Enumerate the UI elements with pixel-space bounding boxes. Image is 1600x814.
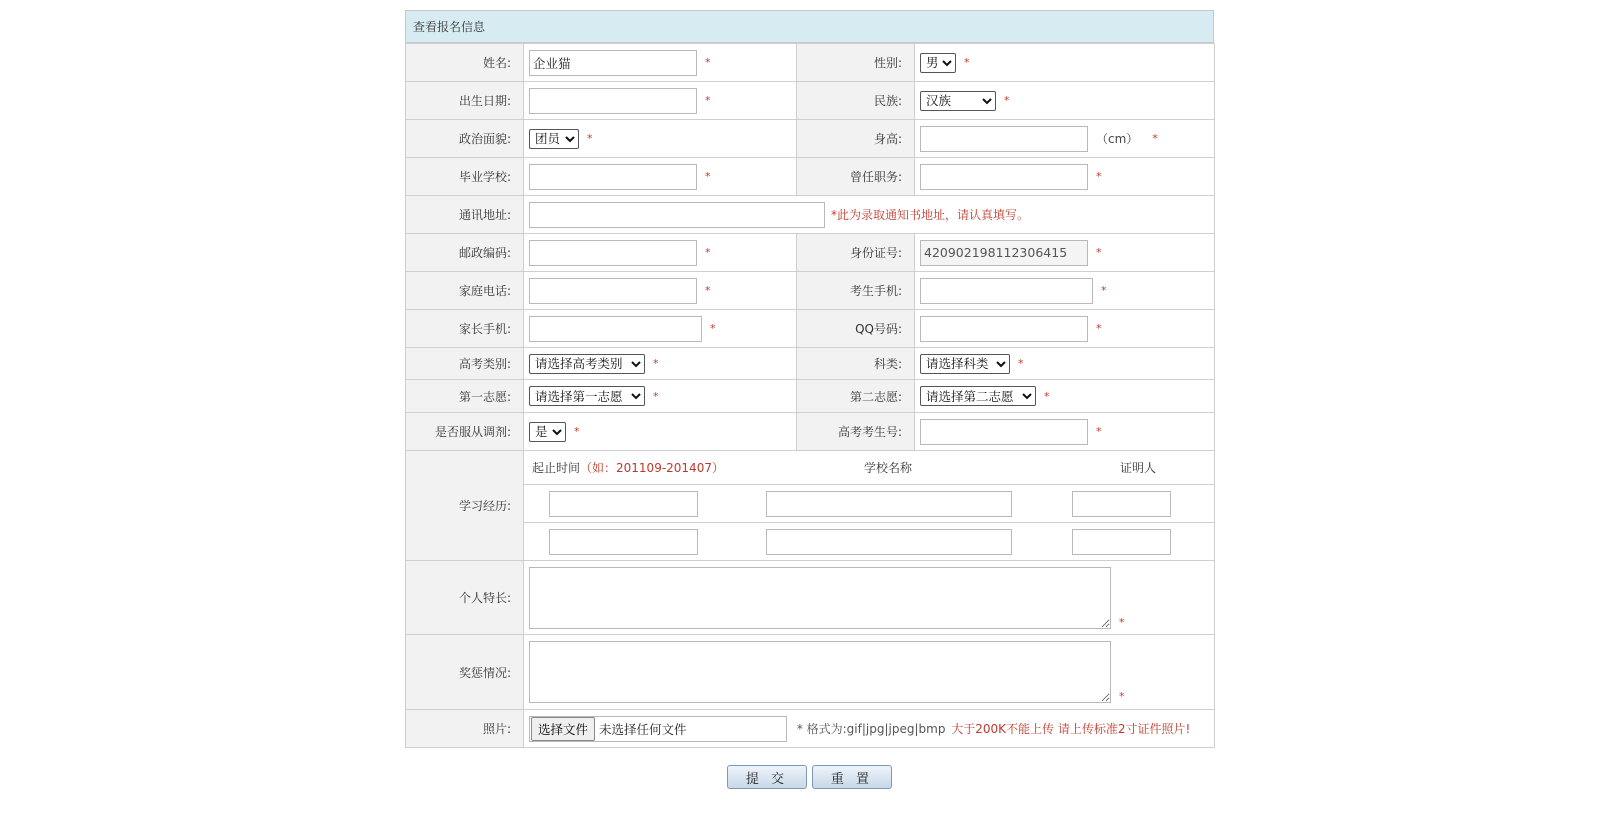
political-status-select[interactable] <box>529 129 579 149</box>
exam-category-select[interactable] <box>529 354 645 374</box>
required-mark: * <box>705 94 711 107</box>
required-mark: * <box>1044 389 1050 403</box>
form-table <box>405 43 1215 748</box>
required-mark: * <box>653 357 659 370</box>
height-label: 身高: <box>797 120 915 158</box>
home-phone-label: 家庭电话: <box>406 272 524 310</box>
required-mark: * <box>705 284 711 297</box>
height-unit: （cm） <box>1096 132 1139 146</box>
no-file-text: 未选择任何文件 <box>599 721 687 737</box>
required-mark: * <box>587 132 593 145</box>
period-hint: （如：201109-201407） <box>580 461 724 475</box>
required-mark: * <box>1018 357 1024 370</box>
form-row <box>406 348 1215 380</box>
reset-button[interactable]: 重 置 <box>812 765 892 789</box>
birth-date-input[interactable] <box>529 88 697 114</box>
study-table <box>524 451 1215 561</box>
study-label: 学习经历: <box>406 451 524 561</box>
study-period-input[interactable] <box>549 491 698 517</box>
adjust-select[interactable] <box>529 422 566 442</box>
address-label: 通讯地址: <box>406 196 524 234</box>
required-mark: * <box>574 425 580 438</box>
study-witness-input[interactable] <box>1072 529 1171 555</box>
student-mobile-input[interactable] <box>920 278 1093 304</box>
subject-type-label: 科类: <box>797 348 915 380</box>
required-mark: * <box>1096 322 1102 335</box>
second-choice-label: 第二志愿: <box>797 380 915 413</box>
name-label: 姓名: <box>406 44 524 82</box>
political-status-label: 政治面貌: <box>406 120 524 158</box>
photo-size-note: 大于200K不能上传 请上传标准2寸证件照片! <box>951 722 1191 736</box>
position-label: 曾任职务: <box>797 158 915 196</box>
qq-label: QQ号码: <box>797 310 915 348</box>
photo-file-input[interactable] <box>529 716 787 742</box>
qq-input[interactable] <box>920 316 1088 342</box>
photo-format-note: * 格式为:gif|jpg|jpeg|bmp <box>796 722 946 736</box>
address-input[interactable] <box>529 202 825 228</box>
form-row <box>406 380 1215 413</box>
first-choice-select[interactable] <box>529 386 645 406</box>
name-input[interactable] <box>529 50 697 76</box>
required-mark: * <box>1119 690 1125 703</box>
specialty-label: 个人特长: <box>406 561 524 635</box>
gender-select[interactable] <box>920 53 956 73</box>
parent-mobile-label: 家长手机: <box>406 310 524 348</box>
required-mark: * <box>1096 425 1102 438</box>
form-actions <box>727 765 892 789</box>
postcode-label: 邮政编码: <box>406 234 524 272</box>
adjust-label: 是否服从调剂: <box>406 413 524 451</box>
exam-number-label: 高考考生号: <box>797 413 915 451</box>
form-row <box>406 451 1215 561</box>
form-row <box>406 158 1215 196</box>
school-column-header: 学校名称 <box>863 461 912 475</box>
study-school-input[interactable] <box>766 491 1012 517</box>
required-mark: * <box>1101 284 1107 297</box>
exam-category-label: 高考类别: <box>406 348 524 380</box>
study-row <box>524 523 1214 560</box>
study-header <box>524 451 1214 485</box>
required-mark: * <box>1096 170 1102 183</box>
address-note: *此为录取通知书地址，请认真填写。 <box>831 208 1030 222</box>
school-input[interactable] <box>529 164 697 190</box>
form-row <box>406 82 1215 120</box>
id-number-label: 身份证号: <box>797 234 915 272</box>
period-column-header: 起止时间 <box>532 461 581 475</box>
exam-number-input[interactable] <box>920 419 1088 445</box>
required-mark: * <box>705 56 711 69</box>
form-row <box>406 635 1215 710</box>
gender-label: 性别: <box>797 44 915 82</box>
study-school-input[interactable] <box>766 529 1012 555</box>
required-mark: * <box>653 389 659 403</box>
ethnicity-label: 民族: <box>797 82 915 120</box>
form-row <box>406 561 1215 635</box>
height-input[interactable] <box>920 126 1088 152</box>
position-input[interactable] <box>920 164 1088 190</box>
student-mobile-label: 考生手机: <box>797 272 915 310</box>
school-label: 毕业学校: <box>406 158 524 196</box>
subject-type-select[interactable] <box>920 354 1010 374</box>
study-period-input[interactable] <box>549 529 698 555</box>
id-number-input[interactable] <box>920 240 1088 266</box>
required-mark: * <box>710 322 716 335</box>
form-row <box>406 120 1215 158</box>
required-mark: * <box>964 56 970 69</box>
postcode-input[interactable] <box>529 240 697 266</box>
form-row <box>406 710 1215 748</box>
form-title: 查看报名信息 <box>405 10 1214 43</box>
form-row <box>406 272 1215 310</box>
specialty-textarea[interactable] <box>529 567 1111 629</box>
submit-button[interactable]: 提 交 <box>727 765 807 789</box>
form-row <box>406 413 1215 451</box>
required-mark: * <box>705 170 711 183</box>
registration-form <box>405 10 1214 748</box>
parent-mobile-input[interactable] <box>529 316 702 342</box>
ethnicity-select[interactable] <box>920 91 996 111</box>
choose-file-button[interactable]: 选择文件 <box>531 717 595 741</box>
study-witness-input[interactable] <box>1072 491 1171 517</box>
required-mark: * <box>1004 94 1010 107</box>
birth-date-label: 出生日期: <box>406 82 524 120</box>
photo-label: 照片: <box>406 710 524 748</box>
study-row <box>524 485 1214 523</box>
form-row <box>406 234 1215 272</box>
form-row <box>406 196 1215 234</box>
required-mark: * <box>705 246 711 259</box>
awards-textarea[interactable] <box>529 641 1111 703</box>
first-choice-label: 第一志愿: <box>406 380 524 413</box>
required-mark: * <box>1152 132 1158 145</box>
required-mark: * <box>1119 615 1125 629</box>
required-mark: * <box>1096 246 1102 259</box>
form-row <box>406 44 1215 82</box>
awards-label: 奖惩情况: <box>406 635 524 710</box>
second-choice-select[interactable] <box>920 386 1036 406</box>
witness-column-header: 证明人 <box>1119 461 1156 475</box>
form-row <box>406 310 1215 348</box>
home-phone-input[interactable] <box>529 278 697 304</box>
